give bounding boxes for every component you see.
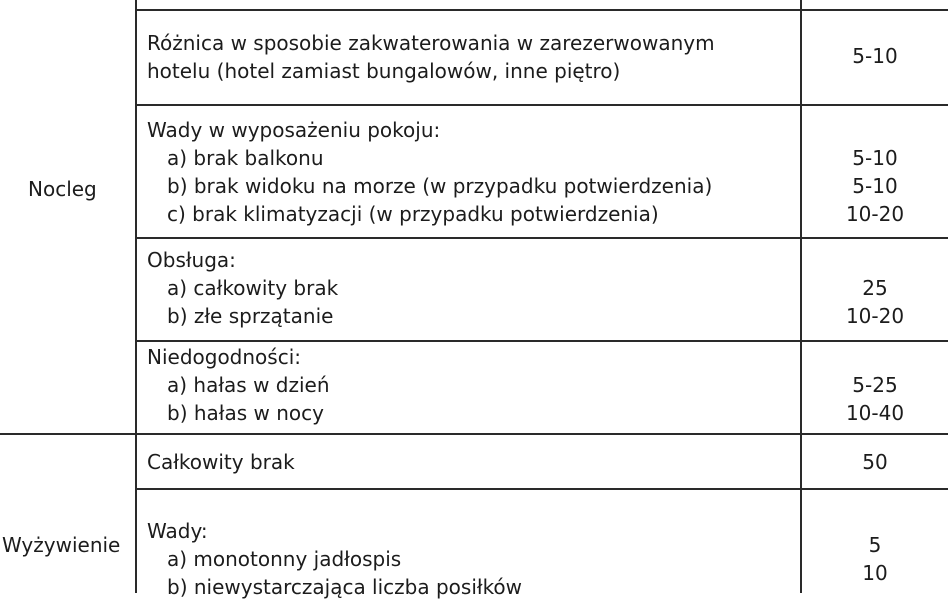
list-item: a) monotonny jadłospis — [167, 547, 402, 571]
list-item: c) brak klimatyzacji (w przypadku potwierdzenia) — [167, 202, 659, 226]
value-cell: 5-10 — [852, 44, 898, 68]
row-divider — [135, 104, 948, 106]
row-heading: Wady w wyposażeniu pokoju: — [147, 118, 441, 142]
row-niedogodnosci-description — [147, 343, 330, 427]
row-calkowity-brak-description — [147, 448, 295, 476]
value-cell: 10 — [862, 561, 888, 585]
row-heading: Wady: — [147, 519, 208, 543]
text-line: Różnica w sposobie zakwaterowania w zarezerwowanym — [147, 31, 715, 55]
value-cell: 25 — [862, 276, 888, 300]
value-cell: 10-40 — [845, 401, 905, 425]
row-roznica-value — [802, 42, 948, 70]
row-obsluga-description — [147, 246, 338, 330]
value-cell: 5-25 — [852, 373, 898, 397]
value-cell: 10-20 — [845, 304, 905, 328]
col-divider-left — [135, 0, 137, 593]
row-wady-pokoju-description — [147, 116, 712, 228]
row-obsluga-values — [802, 274, 948, 330]
row-divider — [135, 488, 948, 490]
category-wyzywienie: Wyżywienie — [2, 533, 121, 557]
row-wady-pokoju-values — [802, 144, 948, 228]
section-divider — [0, 433, 948, 435]
list-item: a) całkowity brak — [167, 276, 339, 300]
row-heading: Obsługa: — [147, 248, 236, 272]
value-cell: 5-10 — [852, 174, 898, 198]
list-item: a) hałas w dzień — [167, 373, 330, 397]
row-heading: Niedogodności: — [147, 345, 302, 369]
row-divider — [135, 237, 948, 239]
value-cell: 10-20 — [845, 202, 905, 226]
row-wady-wyzywienia-values — [802, 531, 948, 587]
list-item: b) złe sprzątanie — [167, 304, 334, 328]
list-item: b) brak widoku na morze (w przypadku potwierdzenia) — [167, 174, 713, 198]
row-wady-wyzywienia-description — [147, 517, 522, 601]
list-item: a) brak balkonu — [167, 146, 324, 170]
list-item: b) hałas w nocy — [167, 401, 324, 425]
text-line: hotelu (hotel zamiast bungalowów, inne piętro) — [147, 59, 621, 83]
value-cell: 5-10 — [852, 146, 898, 170]
row-niedogodnosci-values — [802, 371, 948, 427]
category-nocleg: Nocleg — [28, 177, 97, 201]
value-cell: 50 — [862, 450, 888, 474]
value-cell: 5 — [868, 533, 882, 557]
row-divider — [135, 9, 948, 11]
row-roznica-description — [147, 29, 715, 85]
row-divider — [135, 340, 948, 342]
list-item: b) niewystarczająca liczba posiłków — [167, 575, 523, 599]
text-line: Całkowity brak — [147, 450, 295, 474]
row-calkowity-brak-value — [802, 448, 948, 476]
